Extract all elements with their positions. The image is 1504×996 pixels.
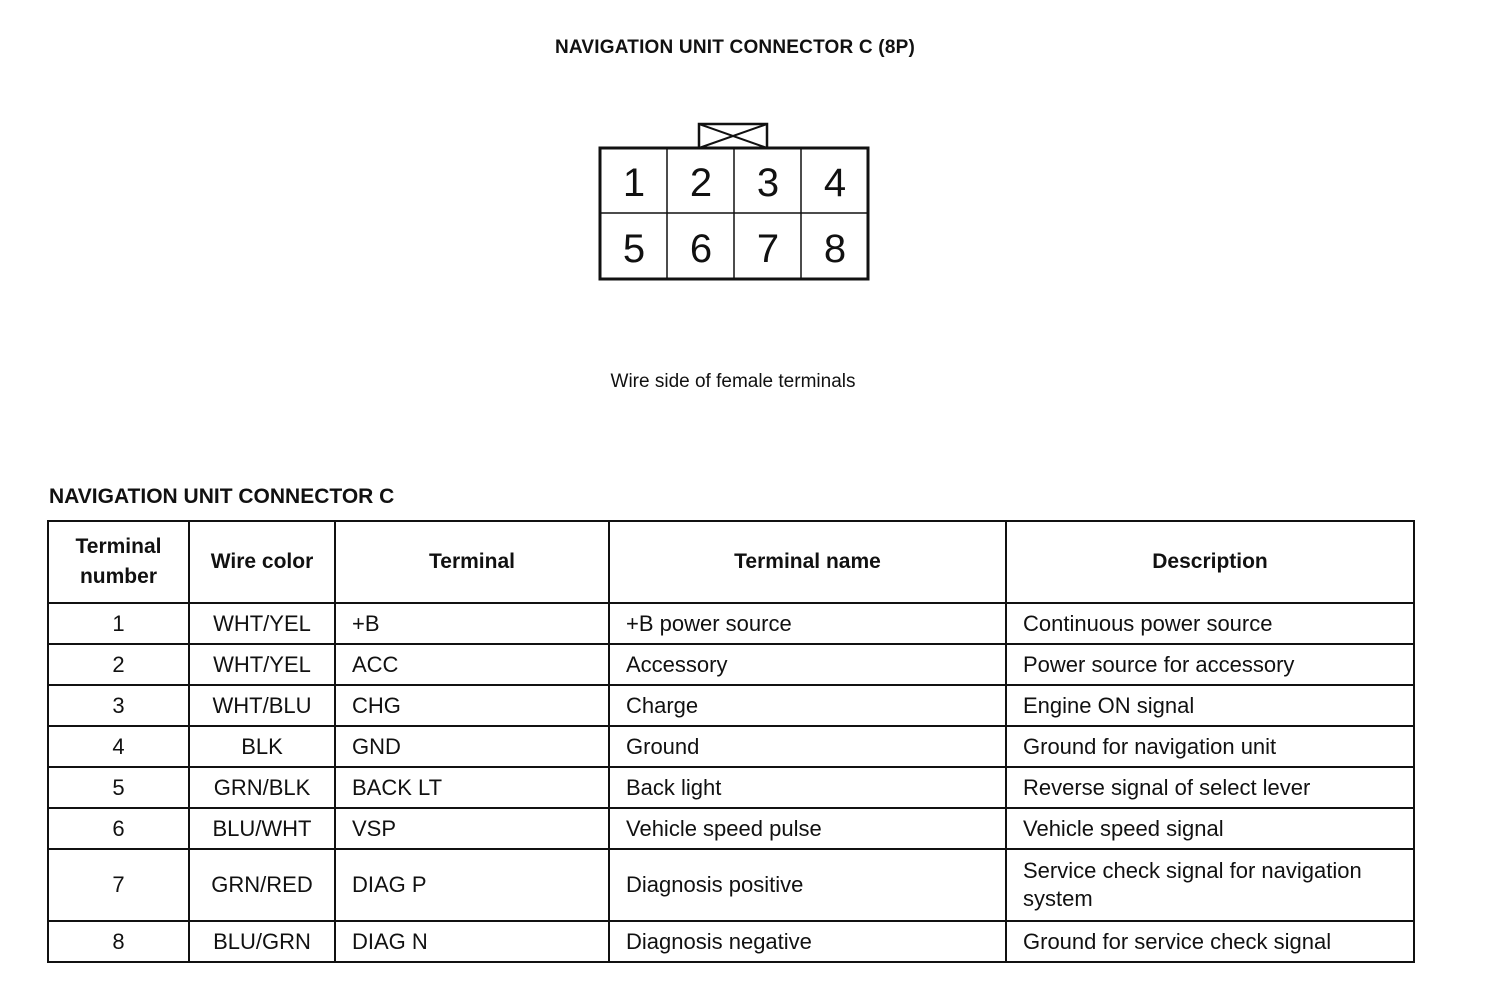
- table-header-row: [48, 521, 1414, 603]
- table-row: [48, 603, 1414, 644]
- pin-label: 8: [823, 227, 847, 271]
- cell-terminal: GND: [335, 726, 609, 767]
- cell-terminal: +B: [335, 603, 609, 644]
- cell-wire-color: WHT/YEL: [189, 603, 335, 644]
- connector-diagram-title: NAVIGATION UNIT CONNECTOR C (8P): [554, 37, 915, 58]
- cell-terminal-name: Charge: [609, 685, 1006, 726]
- pin-label: 1: [622, 161, 646, 205]
- cell-terminal-number: 3: [48, 685, 189, 726]
- cell-description: Engine ON signal: [1006, 685, 1414, 726]
- pin-label: 4: [823, 161, 847, 205]
- cell-terminal: VSP: [335, 808, 609, 849]
- cell-description: Vehicle speed signal: [1006, 808, 1414, 849]
- table-row: [48, 726, 1414, 767]
- table-row: [48, 644, 1414, 685]
- table-row: [48, 808, 1414, 849]
- pin-label: 3: [756, 161, 780, 205]
- cell-description: Continuous power source: [1006, 603, 1414, 644]
- table-title: NAVIGATION UNIT CONNECTOR C: [49, 485, 395, 508]
- cell-terminal-name: Ground: [609, 726, 1006, 767]
- cell-description: Service check signal for navigation system: [1006, 849, 1414, 921]
- cell-description: Reverse signal of select lever: [1006, 767, 1414, 808]
- pin-label: 2: [689, 161, 713, 205]
- pinout-table: [47, 520, 1415, 963]
- cell-terminal-name: Accessory: [609, 644, 1006, 685]
- pin-label: 6: [689, 227, 713, 271]
- header-terminal-name: Terminal name: [609, 521, 1006, 603]
- pin-label: 7: [756, 227, 780, 271]
- cell-wire-color: GRN/BLK: [189, 767, 335, 808]
- cell-wire-color: WHT/BLU: [189, 685, 335, 726]
- cell-terminal: BACK LT: [335, 767, 609, 808]
- diagram-caption: Wire side of female terminals: [610, 371, 856, 392]
- cell-terminal-name: Vehicle speed pulse: [609, 808, 1006, 849]
- pin-label: 5: [622, 227, 646, 271]
- cell-terminal-name: Diagnosis negative: [609, 921, 1006, 962]
- header-wire-color: Wire color: [189, 521, 335, 603]
- cell-terminal-name: Diagnosis positive: [609, 849, 1006, 921]
- cell-description: Ground for service check signal: [1006, 921, 1414, 962]
- cell-terminal: CHG: [335, 685, 609, 726]
- table-row: [48, 921, 1414, 962]
- cell-terminal-number: 4: [48, 726, 189, 767]
- header-description: Description: [1006, 521, 1414, 603]
- table-row: [48, 849, 1414, 921]
- cell-description: Power source for accessory: [1006, 644, 1414, 685]
- table-row: [48, 767, 1414, 808]
- connector-lock-tab-icon: [699, 124, 767, 148]
- cell-terminal-number: 1: [48, 603, 189, 644]
- table-row: [48, 685, 1414, 726]
- cell-wire-color: BLU/WHT: [189, 808, 335, 849]
- cell-terminal: DIAG P: [335, 849, 609, 921]
- cell-terminal-number: 6: [48, 808, 189, 849]
- cell-terminal-number: 7: [48, 849, 189, 921]
- cell-wire-color: BLU/GRN: [189, 921, 335, 962]
- cell-terminal-number: 8: [48, 921, 189, 962]
- connector-face-diagram: [590, 118, 880, 288]
- cell-terminal: ACC: [335, 644, 609, 685]
- cell-terminal: DIAG N: [335, 921, 609, 962]
- cell-terminal-number: 5: [48, 767, 189, 808]
- header-terminal-number: Terminal number: [48, 521, 189, 603]
- cell-wire-color: WHT/YEL: [189, 644, 335, 685]
- cell-terminal-name: Back light: [609, 767, 1006, 808]
- cell-description: Ground for navigation unit: [1006, 726, 1414, 767]
- cell-terminal-number: 2: [48, 644, 189, 685]
- cell-wire-color: BLK: [189, 726, 335, 767]
- header-terminal: Terminal: [335, 521, 609, 603]
- cell-terminal-name: +B power source: [609, 603, 1006, 644]
- cell-wire-color: GRN/RED: [189, 849, 335, 921]
